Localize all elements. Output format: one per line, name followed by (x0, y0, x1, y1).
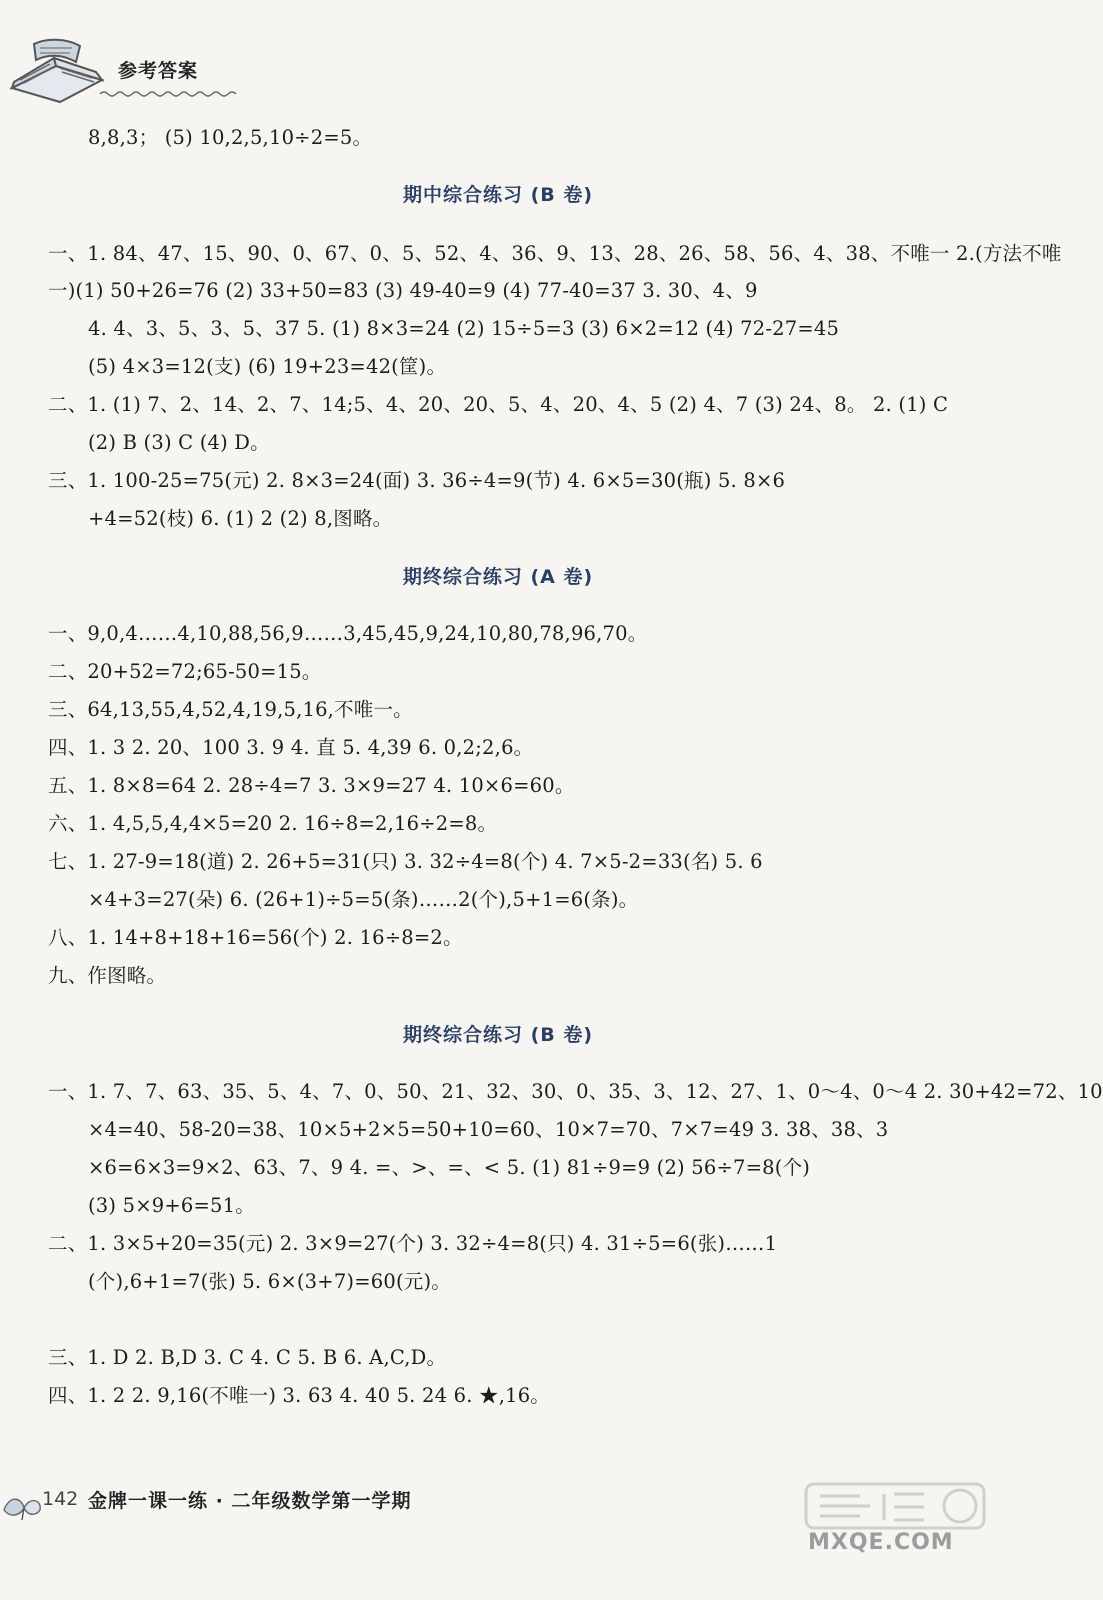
answer-line: (个),6+1=7(张) 5. 6×(3+7)=60(元)。 (88, 1270, 452, 1293)
section-title-final-a: 期终综合练习 (A 卷) (402, 566, 594, 588)
answer-line: 8,8,3； (5) 10,2,5,10÷2=5。 (88, 126, 373, 149)
answer-line: 4. 4、3、5、3、5、37 5. (1) 8×3=24 (2) 15÷5=3 (3) 6×2=12 (4) 72-27=45 (88, 317, 840, 340)
answer-line: ×4+3=27(朵) 6. (26+1)÷5=5(条)……2(个),5+1=6(条)。 (88, 888, 639, 911)
answer-line: 二、20+52=72;65-50=15。 (48, 660, 322, 683)
answer-line: 九、作图略。 (48, 964, 167, 987)
answer-line: (2) B (3) C (4) D。 (88, 431, 270, 454)
answer-line: 二、1. 3×5+20=35(元) 2. 3×9=27(个) 3. 32÷4=8(只) 4. 31÷5=6(张)……1 (48, 1232, 778, 1255)
butterfly-icon (0, 1480, 46, 1524)
section-title-final-b: 期终综合练习 (B 卷) (402, 1024, 594, 1046)
open-book-icon (6, 36, 110, 104)
answer-line: 七、1. 27-9=18(道) 2. 26+5=31(只) 3. 32÷4=8(个) 4. 7×5-2=33(名) 5. 6 (48, 850, 763, 873)
answer-line: 二、1. (1) 7、2、14、2、7、14;5、4、20、20、5、4、20、4、5 (2) 4、7 (3) 24、8。 2. (1) C (48, 393, 949, 416)
answer-line: 四、1. 3 2. 20、100 3. 9 4. 直 5. 4,39 6. 0,2;2,6。 (48, 736, 534, 759)
answer-line: 一、9,0,4……4,10,88,56,9……3,45,45,9,24,10,80,78,96,70。 (48, 622, 648, 645)
answer-line: 五、1. 8×8=64 2. 28÷4=7 3. 3×9=27 4. 10×6=60。 (48, 774, 575, 797)
answer-line: ×4=40、58-20=38、10×5+2×5=50+10=60、10×7=70、7×7=49 3. 38、38、3 (88, 1118, 889, 1141)
answer-line: 一)(1) 50+26=76 (2) 33+50=83 (3) 49-40=9 (4) 77-40=37 3. 30、4、9 (48, 279, 758, 302)
answer-line: 三、1. D 2. B,D 3. C 4. C 5. B 6. A,C,D。 (48, 1346, 447, 1369)
header-title: 参考答案 (118, 60, 199, 82)
answer-line: +4=52(枝) 6. (1) 2 (2) 8,图略。 (88, 507, 393, 530)
section-title-midterm-b: 期中综合练习 (B 卷) (402, 184, 594, 206)
page-footer (0, 1480, 996, 1600)
answer-line: 一、1. 7、7、63、35、5、4、7、0、50、21、32、30、0、35、3、12、27、1、0～4、0～4 2. 30+42=72、10 (48, 1080, 1103, 1103)
answer-line: 三、1. 100-25=75(元) 2. 8×3=24(面) 3. 36÷4=9(节) 4. 6×5=30(瓶) 5. 8×6 (48, 469, 786, 492)
answer-line: ×6=6×3=9×2、63、7、9 4. =、>、=、< 5. (1) 81÷9=9 (2) 56÷7=8(个) (88, 1156, 811, 1179)
answer-line: 六、1. 4,5,5,4,4×5=20 2. 16÷8=2,16÷2=8。 (48, 812, 498, 835)
wave-divider (100, 90, 236, 98)
page-number: 142 (42, 1488, 79, 1510)
answer-line: 一、1. 84、47、15、90、0、67、0、5、52、4、36、9、13、28、26、58、56、4、38、不唯一 2.(方法不唯 (48, 242, 1062, 265)
answer-line: (3) 5×9+6=51。 (88, 1194, 255, 1217)
page-header (0, 0, 996, 110)
answer-line: 四、1. 2 2. 9,16(不唯一) 3. 63 4. 40 5. 24 6. ★,16。 (48, 1384, 551, 1407)
watermark-url: MXQE.COM (808, 1530, 954, 1555)
book-title: 金牌一课一练 · 二年级数学第一学期 (88, 1490, 412, 1512)
answer-line: 三、64,13,55,4,52,4,19,5,16,不唯一。 (48, 698, 413, 721)
answer-line: (5) 4×3=12(支) (6) 19+23=42(筐)。 (88, 355, 447, 378)
answer-line: 八、1. 14+8+18+16=56(个) 2. 16÷8=2。 (48, 926, 463, 949)
